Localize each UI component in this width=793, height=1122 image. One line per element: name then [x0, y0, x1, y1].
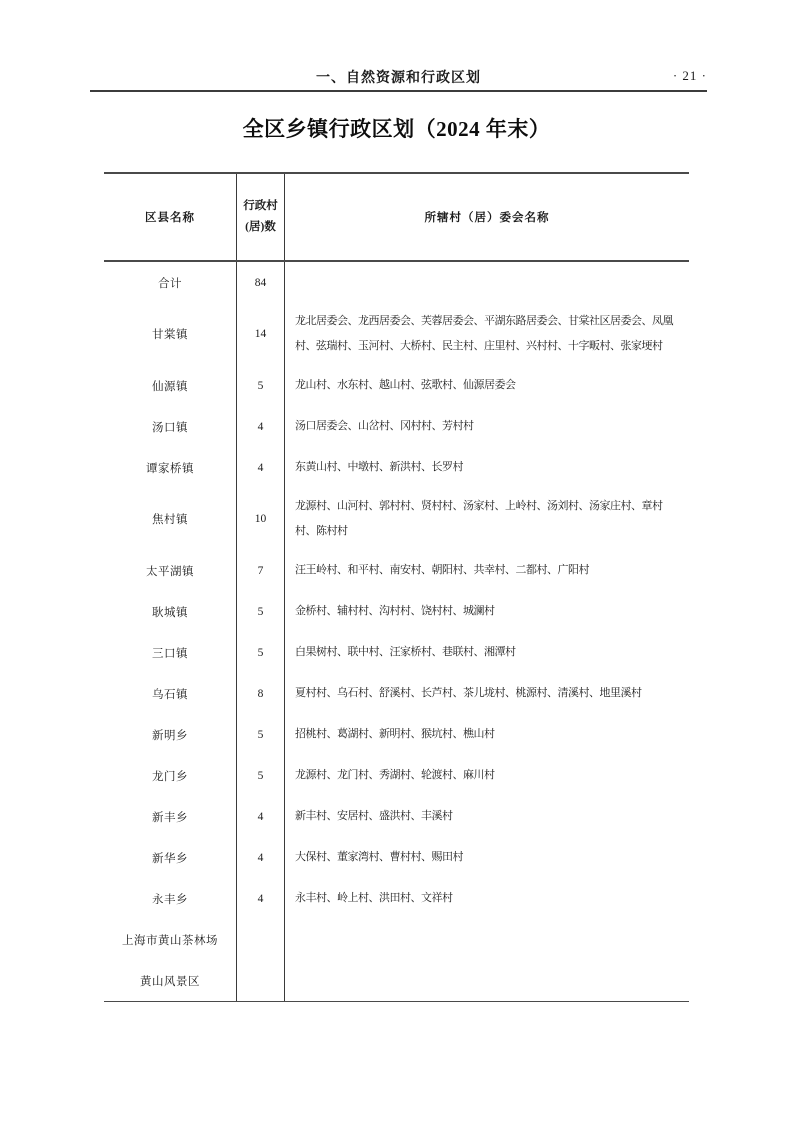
district-name-cell: 新明乡 — [104, 714, 237, 755]
village-count-cell: 4 — [237, 447, 285, 488]
village-count-cell — [237, 960, 285, 1001]
village-count-cell: 4 — [237, 796, 285, 837]
village-list-cell: 龙源村、龙门村、秀湖村、轮渡村、麻川村 — [295, 769, 495, 781]
table-header-row — [104, 172, 689, 262]
section-title: 一、自然资源和行政区划 — [316, 69, 481, 85]
village-count-cell — [237, 919, 285, 960]
village-list-cell: 龙山村、水东村、越山村、弦歌村、仙源居委会 — [295, 379, 516, 391]
table-row — [104, 632, 689, 673]
table-row — [104, 919, 689, 960]
table-row — [104, 488, 689, 550]
village-count-cell: 7 — [237, 550, 285, 591]
table-row — [104, 262, 689, 303]
village-list-cell: 汪王岭村、和平村、南安村、朝阳村、共幸村、二都村、广阳村 — [295, 564, 589, 576]
district-name-cell: 焦村镇 — [104, 488, 237, 550]
district-name-cell: 新丰乡 — [104, 796, 237, 837]
village-list-cell: 白果树村、联中村、汪家桥村、巷联村、湘潭村 — [295, 646, 516, 658]
district-name-cell: 永丰乡 — [104, 878, 237, 919]
column-header-villages: 所辖村（居）委会名称 — [424, 212, 550, 224]
district-name-cell: 新华乡 — [104, 837, 237, 878]
village-list-cell: 汤口居委会、山岔村、冈村村、芳村村 — [295, 420, 474, 432]
village-list-cell: 夏村村、乌石村、舒溪村、长芦村、茶儿垅村、桃源村、清溪村、地里溪村 — [295, 687, 642, 699]
district-name-cell: 上海市黄山茶林场 — [104, 919, 237, 960]
village-list-cell — [285, 262, 689, 303]
table-row — [104, 837, 689, 878]
village-list-cell — [285, 960, 689, 1001]
column-header-count — [237, 174, 285, 260]
page-title: 全区乡镇行政区划（2024 年末） — [242, 117, 551, 141]
village-count-cell: 5 — [237, 632, 285, 673]
village-count-cell: 4 — [237, 878, 285, 919]
village-list-cell: 大保村、董家湾村、曹村村、赐田村 — [295, 851, 463, 863]
column-header-count-line2: (居)数 — [245, 221, 276, 233]
district-name-cell: 乌石镇 — [104, 673, 237, 714]
admin-divisions-table — [104, 172, 689, 1002]
table-row — [104, 960, 689, 1001]
table-row — [104, 447, 689, 488]
table-row — [104, 714, 689, 755]
table-row — [104, 550, 689, 591]
district-name-cell: 谭家桥镇 — [104, 447, 237, 488]
table-row — [104, 673, 689, 714]
table-row — [104, 303, 689, 365]
village-count-cell: 5 — [237, 714, 285, 755]
village-count-cell: 10 — [237, 488, 285, 550]
village-list-cell: 金桥村、辅村村、沟村村、饶村村、城澜村 — [295, 605, 495, 617]
village-count-cell: 14 — [237, 303, 285, 365]
village-list-cell: 新丰村、安居村、盛洪村、丰溪村 — [295, 810, 453, 822]
table-row — [104, 878, 689, 919]
village-list-cell: 龙北居委会、龙西居委会、芙蓉居委会、平湖东路居委会、甘棠社区居委会、凤凰村、弦瑞村、玉河村、大桥村、民主村、庄里村、兴村村、十字畈村、张家埂村 — [295, 315, 673, 352]
district-name-cell: 汤口镇 — [104, 406, 237, 447]
district-name-cell: 太平湖镇 — [104, 550, 237, 591]
district-name-cell: 仙源镇 — [104, 365, 237, 406]
village-list-cell: 招桃村、葛湖村、新明村、猴坑村、樵山村 — [295, 728, 495, 740]
district-name-cell: 三口镇 — [104, 632, 237, 673]
district-name-cell: 甘棠镇 — [104, 303, 237, 365]
table-row — [104, 406, 689, 447]
table-row — [104, 755, 689, 796]
village-count-cell: 8 — [237, 673, 285, 714]
page-header — [90, 62, 707, 92]
table-row — [104, 365, 689, 406]
village-list-cell: 东黄山村、中墩村、新洪村、长罗村 — [295, 461, 463, 473]
village-count-cell: 84 — [237, 262, 285, 303]
column-header-district: 区县名称 — [104, 174, 237, 260]
district-name-cell: 耿城镇 — [104, 591, 237, 632]
village-list-cell: 龙源村、山河村、郭村村、贤村村、汤家村、上岭村、汤刘村、汤家庄村、章村村、陈村村 — [295, 500, 663, 537]
village-count-cell: 4 — [237, 406, 285, 447]
table-body — [104, 262, 689, 1002]
table-row — [104, 591, 689, 632]
district-name-cell: 合计 — [104, 262, 237, 303]
village-list-cell: 永丰村、岭上村、洪田村、文祥村 — [295, 892, 453, 904]
village-count-cell: 4 — [237, 837, 285, 878]
district-name-cell: 黄山风景区 — [104, 960, 237, 1001]
village-count-cell: 5 — [237, 365, 285, 406]
page-number: · 21 · — [672, 68, 707, 83]
village-count-cell: 5 — [237, 755, 285, 796]
village-list-cell — [285, 919, 689, 960]
village-count-cell: 5 — [237, 591, 285, 632]
district-name-cell: 龙门乡 — [104, 755, 237, 796]
table-row — [104, 796, 689, 837]
column-header-count-line1: 行政村 — [243, 200, 278, 212]
